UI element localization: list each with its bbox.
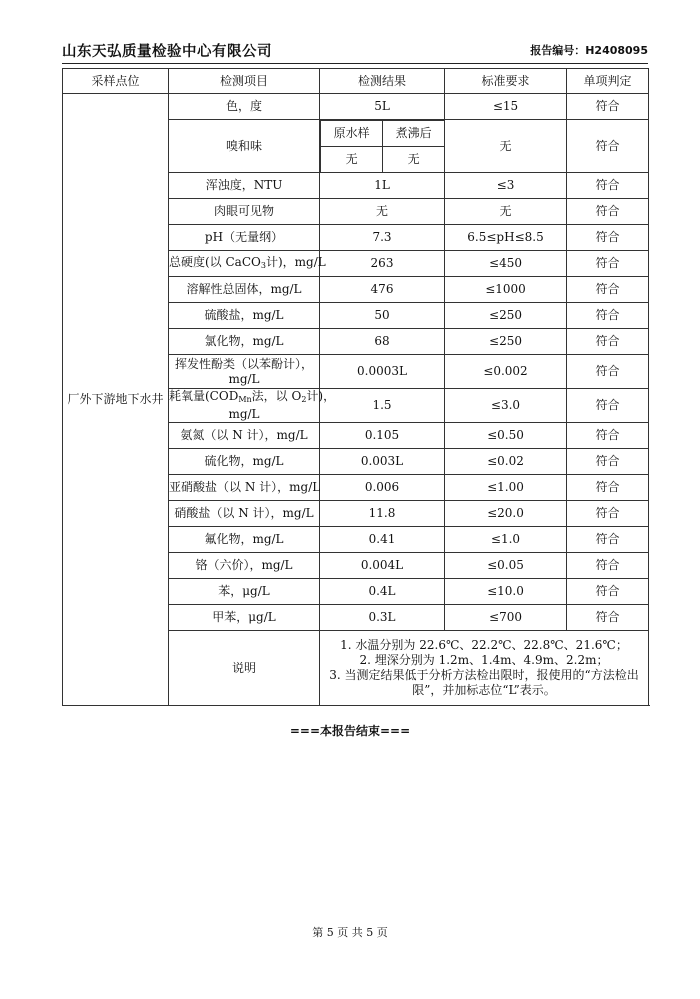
verdict-cell: 符合: [567, 94, 649, 120]
standard-cell: 无: [445, 120, 567, 173]
standard-cell: ≤3.0: [445, 389, 567, 423]
verdict-cell: 符合: [567, 355, 649, 389]
note-line: 3. 当测定结果低于分析方法检出限时，报使用的“方法检出限”，并加标志位“L”表示。: [329, 668, 639, 697]
result-cell: 0.3L: [320, 605, 445, 631]
standard-cell: ≤450: [445, 251, 567, 277]
standard-cell: 6.5≤pH≤8.5: [445, 225, 567, 251]
standard-cell: ≤0.05: [445, 553, 567, 579]
item-cell: 苯，μg/L: [169, 579, 320, 605]
item-cell: 溶解性总固体，mg/L: [169, 277, 320, 303]
result-cell: 5L: [320, 94, 445, 120]
result-cell: 0.4L: [320, 579, 445, 605]
result-cell: 0.006: [320, 475, 445, 501]
header-standard: 标准要求: [445, 69, 567, 94]
item-cell: 亚硝酸盐（以 N 计），mg/L: [169, 475, 320, 501]
item-cell: 浑浊度，NTU: [169, 173, 320, 199]
verdict-cell: 符合: [567, 225, 649, 251]
sub-result-raw: 无: [321, 147, 383, 173]
standard-cell: ≤0.50: [445, 423, 567, 449]
item-cell: 硝酸盐（以 N 计），mg/L: [169, 501, 320, 527]
verdict-cell: 符合: [567, 449, 649, 475]
report-end-marker: ===本报告结束===: [289, 724, 411, 738]
sampling-site: 厂外下游地下水井: [63, 94, 169, 706]
page-header: [62, 40, 648, 62]
item-cell: 铬（六价），mg/L: [169, 553, 320, 579]
item-cell: 氟化物，mg/L: [169, 527, 320, 553]
result-cell: 1L: [320, 173, 445, 199]
standard-cell: ≤15: [445, 94, 567, 120]
verdict-cell: 符合: [567, 527, 649, 553]
result-cell: 0.0003L: [320, 355, 445, 389]
notes-content: [320, 631, 649, 706]
verdict-cell: 符合: [567, 423, 649, 449]
odor-subtable-cell: [320, 120, 445, 173]
verdict-cell: 符合: [567, 303, 649, 329]
verdict-cell: 符合: [567, 501, 649, 527]
result-cell: 1.5: [320, 389, 445, 423]
note-line: 2. 埋深分别为 1.2m、1.4m、4.9m、2.2m；: [359, 653, 609, 667]
verdict-cell: 符合: [567, 173, 649, 199]
result-cell: 263: [320, 251, 445, 277]
odor-subtable: [320, 120, 444, 172]
note-line: 1. 水温分别为 22.6℃、22.2℃、22.8℃、21.6℃；: [340, 638, 628, 652]
standard-cell: ≤1.00: [445, 475, 567, 501]
result-cell: 68: [320, 329, 445, 355]
verdict-cell: 符合: [567, 329, 649, 355]
result-cell: 无: [320, 199, 445, 225]
table-header-row: [63, 69, 649, 94]
result-cell: 50: [320, 303, 445, 329]
item-cell: 硫化物，mg/L: [169, 449, 320, 475]
standard-cell: ≤1.0: [445, 527, 567, 553]
verdict-cell: 符合: [567, 579, 649, 605]
verdict-cell: 符合: [567, 553, 649, 579]
standard-cell: ≤3: [445, 173, 567, 199]
result-cell: 476: [320, 277, 445, 303]
header-divider: [62, 63, 648, 64]
verdict-cell: 符合: [567, 277, 649, 303]
verdict-cell: 符合: [567, 251, 649, 277]
standard-cell: ≤10.0: [445, 579, 567, 605]
item-cell: 氨氮（以 N 计），mg/L: [169, 423, 320, 449]
result-cell: 0.41: [320, 527, 445, 553]
header-verdict: 单项判定: [567, 69, 649, 94]
item-cell: 耗氧量($COD_{Mn}$法，以 $O_2$计)， mg/L: [169, 389, 336, 421]
page-number: 第 5 页 共 5 页: [312, 926, 388, 939]
item-cell: 硫酸盐，mg/L: [169, 303, 320, 329]
result-cell: 0.003L: [320, 449, 445, 475]
result-cell: 0.004L: [320, 553, 445, 579]
sub-header-boiled: 煮沸后: [383, 121, 444, 147]
verdict-cell: 符合: [567, 475, 649, 501]
standard-cell: 无: [445, 199, 567, 225]
report-number: 报告编号：H2408095: [530, 44, 648, 57]
standard-cell: ≤0.002: [445, 355, 567, 389]
sub-header-raw: 原水样: [321, 121, 383, 147]
item-cell: 嗅和味: [169, 120, 320, 173]
item-cell: 总硬度(以 CaCO$_3$计)，mg/L: [169, 251, 320, 277]
table-row: [63, 94, 649, 120]
header-result: 检测结果: [320, 69, 445, 94]
standard-cell: ≤1000: [445, 277, 567, 303]
verdict-cell: 符合: [567, 199, 649, 225]
standard-cell: ≤700: [445, 605, 567, 631]
standard-cell: ≤250: [445, 303, 567, 329]
header-item: 检测项目: [169, 69, 320, 94]
item-cell: 甲苯，μg/L: [169, 605, 320, 631]
result-cell: 7.3: [320, 225, 445, 251]
standard-cell: ≤0.02: [445, 449, 567, 475]
result-cell: 11.8: [320, 501, 445, 527]
standard-cell: ≤20.0: [445, 501, 567, 527]
results-table: [62, 68, 649, 706]
standard-cell: ≤250: [445, 329, 567, 355]
item-cell: 挥发性酚类（以苯酚计）， mg/L: [169, 355, 320, 389]
verdict-cell: 符合: [567, 389, 649, 423]
notes-label: 说明: [169, 631, 320, 706]
item-cell: 氯化物，mg/L: [169, 329, 320, 355]
sub-result-boiled: 无: [383, 147, 444, 173]
item-cell: 色，度: [169, 94, 320, 120]
result-cell: 0.105: [320, 423, 445, 449]
item-cell: pH（无量纲）: [169, 225, 320, 251]
company-name: 山东天弘质量检验中心有限公司: [62, 44, 272, 60]
item-cell: 肉眼可见物: [169, 199, 320, 225]
header-site: 采样点位: [63, 69, 169, 94]
verdict-cell: 符合: [567, 120, 649, 173]
verdict-cell: 符合: [567, 605, 649, 631]
